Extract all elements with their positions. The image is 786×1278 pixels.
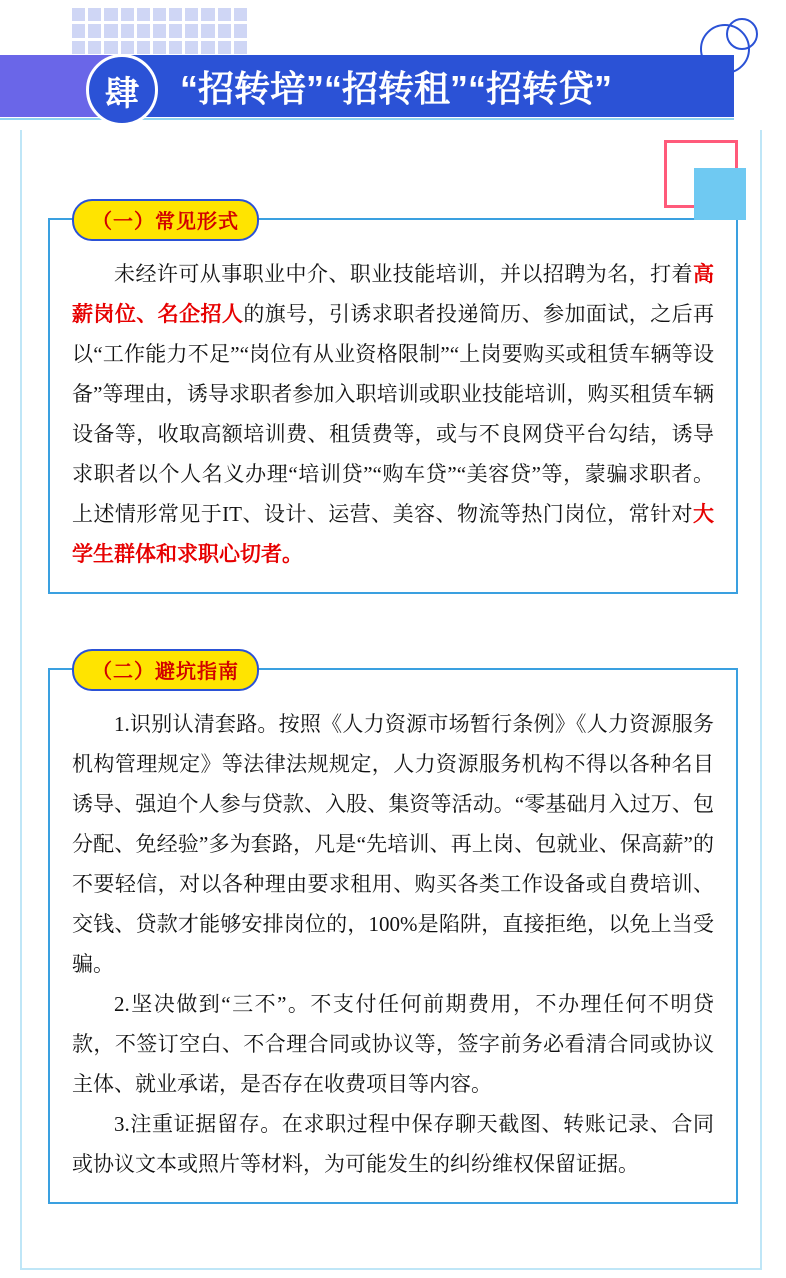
dot [137,41,150,54]
dot [121,8,134,21]
paragraph [72,1104,714,1184]
dot [72,41,85,54]
text-run: 。 [282,542,303,566]
dot [121,24,134,37]
section-2-tab-label: （二）避坑指南 [72,649,259,691]
dot [121,41,134,54]
dot [234,24,247,37]
text-run: 未经许可从事职业中介、职业技能培训，并以招聘为名，打着 [114,262,693,286]
dot [185,41,198,54]
right-accent-line [760,130,762,1270]
dot [201,8,214,21]
dot [72,24,85,37]
section-1-tab-label: （一）常见形式 [72,199,259,241]
highlighted-text: 大学生群体和求职心切者 [72,502,714,566]
dot [169,8,182,21]
dot [88,41,101,54]
paragraph [72,254,714,574]
section-number-badge: 肆 [86,54,158,126]
dot [104,41,117,54]
highlighted-text: 高薪岗位、名企招人 [72,262,714,326]
dot [137,24,150,37]
dot [201,24,214,37]
dot-grid-decoration [72,8,247,54]
dot [153,24,166,37]
text-run: 3.注重证据留存。在求职过程中保存聊天截图、转账记录、合同或协议文本或照片等材料，为可能发生的纠纷维权保留证据。 [72,1112,714,1176]
section-1-body [50,220,736,592]
section-2-body [50,670,736,1202]
section-common-forms [48,211,738,594]
dot [185,24,198,37]
dot [153,41,166,54]
text-run: 1.识别认清套路。按照《人力资源市场暂行条例》《人力资源服务机构管理规定》等法律法规规定，人力资源服务机构不得以各种名目诱导、强迫个人参与贷款、入股、集资等活动。“零基础月入过万、包分配、免经验”多为套路，凡是“先培训、再上岗、包就业、保高薪”的不要轻信，对以各种理由要求租用、购买各类工作设备或自费培训、交钱、贷款才能够安排岗位的，100%是陷阱，直接拒绝，以免上当受骗。 [72,712,714,976]
dot [169,24,182,37]
dot [169,41,182,54]
text-run: 2.坚决做到“三不”。不支付任何前期费用，不办理任何不明贷款，不签订空白、不合理合同或协议等，签字前务必看清合同或协议主体、就业承诺，是否存在收费项目等内容。 [72,992,714,1096]
bottom-accent-line [20,1268,762,1270]
dot [88,24,101,37]
dot [104,8,117,21]
dot [234,8,247,21]
paragraph [72,984,714,1104]
dot [72,8,85,21]
dot [218,41,231,54]
dot [153,8,166,21]
dot [218,24,231,37]
dot [234,41,247,54]
dot [137,8,150,21]
paragraph [72,704,714,984]
dot [218,8,231,21]
left-accent-line [20,130,22,1270]
text-run: 的旗号，引诱求职者投递简历、参加面试，之后再以“工作能力不足”“岗位有从业资格限制”“上岗要购买或租赁车辆等设备”等理由，诱导求职者参加入职培训或职业技能培训，购买租赁车辆设备等，收取高额培训费、租赁费等，或与不良网贷平台勾结，诱导求职者以个人名义办理“培训贷”“购车贷”“美容贷”等，蒙骗求职者。上述情形常见于IT、设计、运营、美容、物流等热门岗位，常针对 [72,302,715,526]
page-title: “招转培”“招转租”“招转贷” [180,67,613,109]
dot [185,8,198,21]
section-avoid-pitfalls [48,661,738,1204]
dot [201,41,214,54]
dot [88,8,101,21]
square-fill-decoration [694,168,746,220]
dot [104,24,117,37]
